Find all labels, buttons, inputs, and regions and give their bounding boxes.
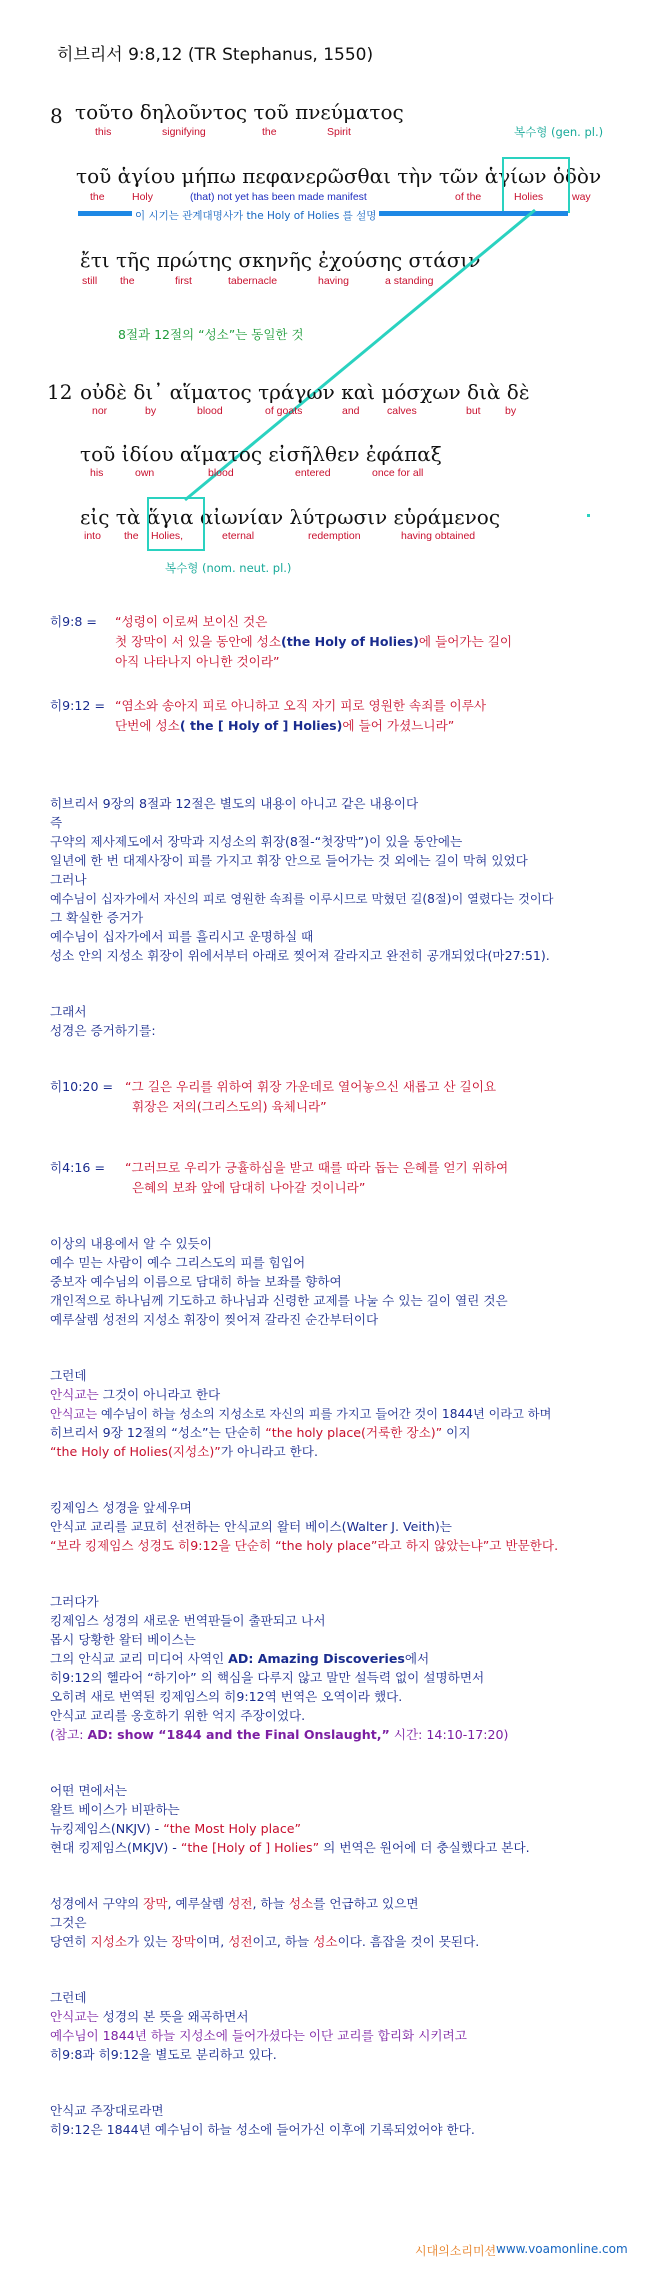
- gloss: this: [95, 126, 112, 138]
- gloss: but: [466, 405, 481, 417]
- text-line: 그것은: [50, 1915, 87, 1930]
- gloss: entered: [295, 467, 331, 479]
- plural-note-gen: 복수형 (gen. pl.): [514, 125, 604, 139]
- text-line: 어떤 면에서는: [50, 1783, 127, 1798]
- text-line: 왈트 베이스가 비판하는: [50, 1802, 180, 1817]
- text-line: 예수님이 십자가에서 자신의 피로 영원한 속죄를 이루시므로 막혔던 길(8절)이 열렸다는 것이다: [50, 892, 554, 906]
- text-line: 현대 킹제임스(MKJV) - “the [Holy of ] Holies” 의 번역은 원어에 더 충실했다고 본다.: [50, 1840, 530, 1855]
- plural-note-nom: 복수형 (nom. neut. pl.): [165, 561, 292, 575]
- gloss: having: [318, 275, 349, 287]
- text-line: 히브리서 9장 12절의 “성소”는 단순히 “the holy place(거룩한 장소)” 이지: [50, 1425, 471, 1440]
- verse8-greek-line1: τοῦτο δηλοῦντος τοῦ πνεύματος: [75, 100, 404, 124]
- quote-ref: 히9:8 =: [50, 614, 97, 629]
- gloss: the: [124, 530, 139, 542]
- text-line: 안식교는 그것이 아니라고 한다: [50, 1387, 221, 1402]
- quote-text: 은혜의 보좌 앞에 담대히 나아갈 것이니라”: [132, 1180, 366, 1195]
- quote-text: “그러므로 우리가 긍휼하심을 받고 때를 따라 돕는 은혜를 얻기 위하여: [125, 1160, 509, 1175]
- text-line: 뉴킹제임스(NKJV) - “the Most Holy place”: [50, 1821, 302, 1836]
- text-line: 몹시 당황한 왈터 베이스는: [50, 1632, 196, 1647]
- text-line: 오히려 새로 번역된 킹제임스의 히9:12역 번역은 오역이라 했다.: [50, 1689, 403, 1704]
- verse8-greek-line3: ἔτι τῆς πρώτης σκηνῆς ἐχούσης στάσιν: [80, 248, 481, 272]
- verse12-greek-line2: τοῦ ἰδίου αἵματος εἰσῆλθεν ἐφάπαξ: [80, 442, 442, 466]
- verse12-greek-line3: εἰς τὰ ἅγια αἰωνίαν λύτρωσιν εὑράμενος: [80, 505, 501, 529]
- text-line: 히9:12의 헬라어 “하기아” 의 핵심을 다루지 않고 말만 설득력 없이 설명하면서: [50, 1670, 485, 1685]
- text-line: 그 확실한 증거가: [50, 910, 144, 925]
- gloss: Holy: [132, 191, 154, 203]
- quote-ref: 히4:16 =: [50, 1160, 106, 1175]
- text-line: 성소 안의 지성소 휘장이 위에서부터 아래로 찢어져 갈라지고 완전히 공개되었다(마27:51).: [50, 948, 550, 963]
- text-line: 그의 안식교 교리 미디어 사역인 AD: Amazing Discoveries에서: [50, 1651, 430, 1666]
- quote-text: “염소와 송아지 피로 아니하고 오직 자기 피로 영원한 속죄를 이루사: [115, 698, 487, 713]
- quote-ref: 히10:20 =: [50, 1079, 114, 1094]
- gloss: Holies: [514, 191, 544, 203]
- text-line: 그런데: [50, 1368, 87, 1383]
- text-line: 예수님이 1844년 하늘 지성소에 들어가셨다는 이단 교리를 합리화 시키려고: [50, 2028, 467, 2043]
- gloss: eternal: [222, 530, 255, 542]
- text-line: 안식교 교리를 옹호하기 위한 억지 주장이었다.: [50, 1708, 306, 1723]
- gloss: signifying: [162, 126, 206, 138]
- text-line: 즉: [50, 815, 63, 830]
- gloss: first: [175, 275, 192, 287]
- text-line: 킹제임스 성경을 앞세우며: [50, 1500, 192, 1515]
- text-line: 중보자 예수님의 이름으로 담대히 하늘 보좌를 향하여: [50, 1274, 342, 1289]
- verse12-greek-line1: οὐδὲ δι᾽ αἵματος τράγων καὶ μόσχων διὰ δὲ: [80, 380, 530, 404]
- gloss: blood: [197, 405, 223, 417]
- gloss: nor: [92, 405, 108, 417]
- text-line: 안식교는 예수님이 하늘 성소의 지성소로 자신의 피를 가지고 들어간 것이 1844년 이라고 하며: [50, 1407, 552, 1421]
- gloss: the: [90, 191, 105, 203]
- highlight-box-hagia: [147, 497, 205, 551]
- gloss: of goats: [265, 405, 303, 417]
- text-line: 구약의 제사제도에서 장막과 지성소의 휘장(8절-“첫장막”)이 있을 동안에는: [50, 834, 463, 849]
- same-note: 8절과 12절의 “성소”는 동일한 것: [118, 327, 304, 342]
- gloss: own: [135, 467, 155, 479]
- gloss: of the: [455, 191, 482, 203]
- quote-ref: 히9:12 =: [50, 698, 106, 713]
- footer-url[interactable]: www.voamonline.com: [496, 2242, 628, 2256]
- gloss: blood: [208, 467, 234, 479]
- text-line: 히9:12은 1844년 예수님이 하늘 성소에 들어가신 이후에 기록되었어야 한다.: [50, 2122, 475, 2137]
- gloss: the: [120, 275, 135, 287]
- gloss: once for all: [372, 467, 424, 479]
- gloss: having obtained: [401, 530, 476, 542]
- text-line: 그러나: [50, 872, 87, 887]
- text-line: 예수 믿는 사람이 예수 그리스도의 피를 힘입어: [50, 1255, 306, 1270]
- text-line: “the Holy of Holies(지성소)”가 아니라고 한다.: [50, 1444, 318, 1459]
- text-line: 이상의 내용에서 알 수 있듯이: [50, 1236, 212, 1251]
- bar-note: 이 시기는 관계대명사가 the Holy of Holies 를 설명: [132, 208, 379, 223]
- gloss: (that) not yet has been made manifest: [190, 191, 367, 203]
- gloss: calves: [387, 405, 417, 417]
- gloss: and: [342, 405, 360, 417]
- gloss: Spirit: [327, 126, 351, 138]
- gloss: by: [145, 405, 157, 417]
- text-line: 그런데: [50, 1990, 87, 2005]
- gloss: redemption: [308, 530, 361, 542]
- text-line: 성경은 증거하기를:: [50, 1023, 156, 1038]
- gloss: by: [505, 405, 517, 417]
- quote-text: 휘장은 저의(그리스도의) 육체니라”: [132, 1099, 327, 1114]
- text-line: 예수님이 십자가에서 피를 흘리시고 운명하실 때: [50, 929, 314, 944]
- text-line: 히브리서 9장의 8절과 12절은 별도의 내용이 아니고 같은 내용이다: [50, 796, 419, 811]
- quote-text: “그 길은 우리를 위하여 휘장 가운데로 열어놓으신 새롭고 산 길이요: [125, 1079, 497, 1094]
- text-line: 그래서: [50, 1004, 87, 1019]
- verse8-greek-line2: τοῦ ἁγίου μήπω πεφανερῶσθαι τὴν τῶν ἁγίων ὁδὸν: [76, 164, 602, 188]
- text-line: 안식교는 성경의 본 뜻을 왜곡하면서: [50, 2009, 249, 2024]
- gloss: way: [572, 191, 591, 203]
- gloss: still: [82, 275, 98, 287]
- gloss: a standing: [385, 275, 434, 287]
- text-line: 안식교 주장대로라면: [50, 2103, 164, 2118]
- verse8-number: 8: [50, 104, 63, 128]
- text-line: 안식교 교리를 교묘히 선전하는 안식교의 왈터 베이스(Walter J. Veith)는: [50, 1519, 452, 1534]
- dot: [587, 514, 590, 517]
- text-line: 킹제임스 성경의 새로운 번역판들이 출판되고 나서: [50, 1613, 326, 1628]
- quote-text: 아직 나타나지 아니한 것이라”: [115, 654, 280, 669]
- gloss: Holies,: [151, 530, 184, 542]
- text-line: 성경에서 구약의 장막, 예루살렘 성전, 하늘 성소를 언급하고 있으면: [50, 1896, 419, 1911]
- gloss: into: [84, 530, 101, 542]
- quote-text: 첫 장막이 서 있을 동안에 성소(the Holy of Holies)에 들어가는 길이: [115, 634, 513, 649]
- text-line: 히9:8과 히9:12을 별도로 분리하고 있다.: [50, 2047, 277, 2062]
- quote-text: 단번에 성소( the [ Holy of ] Holies)에 들어 가셨느니라”: [115, 718, 455, 733]
- gloss: the: [262, 126, 277, 138]
- text-line: 예루살렘 성전의 지성소 휘장이 찢어져 갈라진 순간부터이다: [50, 1312, 379, 1327]
- gloss: tabernacle: [228, 275, 278, 287]
- quote-text: “성령이 이로써 보이신 것은: [115, 614, 268, 629]
- gloss: his: [90, 467, 104, 479]
- text-line: 일년에 한 번 대제사장이 피를 가지고 휘장 안으로 들어가는 것 외에는 길이 막혀 있었다: [50, 853, 528, 868]
- text-line: 그러다가: [50, 1594, 99, 1609]
- text-line: 개인적으로 하나님께 기도하고 하나님과 신령한 교제를 나눌 수 있는 길이 열린 것은: [50, 1293, 508, 1308]
- text-line: (참고: AD: show “1844 and the Final Onslaught,” 시간: 14:10-17:20): [50, 1727, 509, 1742]
- text-line: 당연히 지성소가 있는 장막이며, 성전이고, 하늘 성소이다. 흠잡을 것이 못된다.: [50, 1934, 480, 1949]
- page-title: 히브리서 9:8,12 (TR Stephanus, 1550): [57, 45, 374, 65]
- verse12-number: 12: [47, 380, 73, 404]
- text-line: “보라 킹제임스 성경도 히9:12을 단순히 “the holy place”라고 하지 않았는냐”고 반문한다.: [50, 1538, 559, 1553]
- footer-brand: 시대의소리미션: [415, 2244, 497, 2258]
